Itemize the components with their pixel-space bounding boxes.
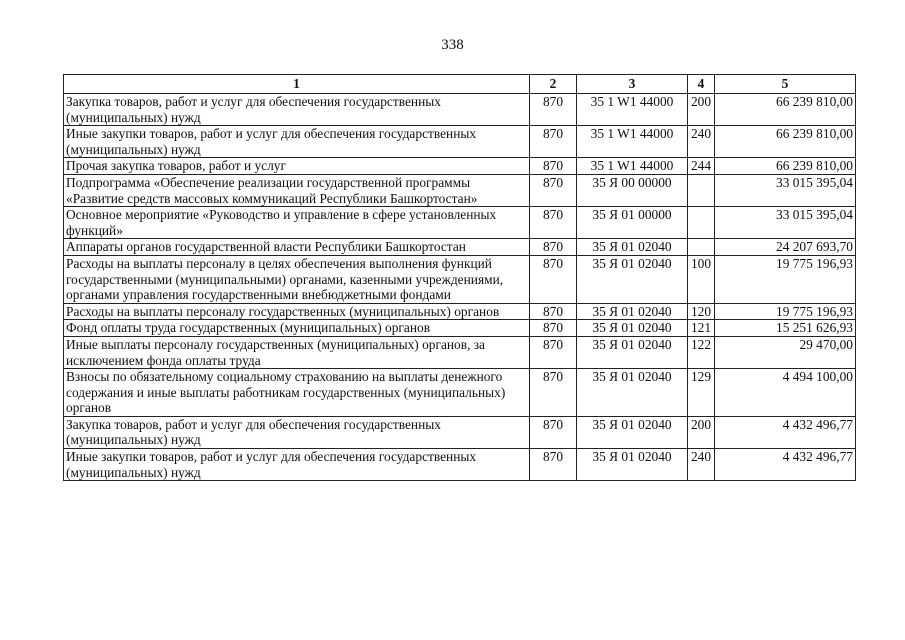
row-vr: 120 [688,303,715,320]
row-name: Основное мероприятие «Руководство и управление в сфере установленных функций» [64,207,530,239]
row-amount: 4 432 496,77 [715,449,856,481]
header-col-5: 5 [715,75,856,94]
row-csr: 35 1 W1 44000 [577,126,688,158]
row-name: Иные закупки товаров, работ и услуг для обеспечения государственных (муниципальных) нужд [64,449,530,481]
row-amount: 19 775 196,93 [715,255,856,303]
row-amount: 4 494 100,00 [715,369,856,417]
row-amount: 33 015 395,04 [715,207,856,239]
row-csr: 35 Я 01 02040 [577,449,688,481]
row-csr: 35 Я 00 00000 [577,174,688,206]
row-code: 870 [530,158,577,175]
row-code: 870 [530,126,577,158]
row-name: Подпрограмма «Обеспечение реализации государственной программы «Развитие средств массовых коммуникаций Республики Башкортостан» [64,174,530,206]
page-number: 338 [441,37,464,53]
table-row [64,369,856,417]
row-code: 870 [530,336,577,368]
row-name: Аппараты органов государственной власти Республики Башкортостан [64,239,530,256]
row-amount: 19 775 196,93 [715,303,856,320]
row-amount: 66 239 810,00 [715,126,856,158]
row-amount: 15 251 626,93 [715,320,856,337]
header-col-4: 4 [688,75,715,94]
row-vr: 122 [688,336,715,368]
row-csr: 35 Я 01 02040 [577,303,688,320]
row-vr: 240 [688,449,715,481]
row-name: Иные выплаты персоналу государственных (муниципальных) органов, за исключением фонда оплаты труда [64,336,530,368]
row-vr: 240 [688,126,715,158]
table-row [64,94,856,126]
row-amount: 66 239 810,00 [715,94,856,126]
row-code: 870 [530,416,577,448]
table-row [64,416,856,448]
table-row [64,336,856,368]
row-vr [688,207,715,239]
row-name: Расходы на выплаты персоналу государственных (муниципальных) органов [64,303,530,320]
row-amount: 24 207 693,70 [715,239,856,256]
row-csr: 35 1 W1 44000 [577,94,688,126]
row-name: Закупка товаров, работ и услуг для обеспечения государственных (муниципальных) нужд [64,94,530,126]
row-name: Расходы на выплаты персоналу в целях обеспечения выполнения функций государственными (муниципальными) органами, казенными учреждениями, органами управления государственными внебюджетными фондами [64,255,530,303]
row-csr: 35 Я 01 02040 [577,369,688,417]
row-amount: 29 470,00 [715,336,856,368]
row-amount: 66 239 810,00 [715,158,856,175]
header-row [64,75,856,94]
table-row [64,126,856,158]
row-csr: 35 Я 01 02040 [577,416,688,448]
row-code: 870 [530,303,577,320]
row-vr: 200 [688,94,715,126]
row-vr: 121 [688,320,715,337]
table-row [64,207,856,239]
row-vr: 100 [688,255,715,303]
row-name: Закупка товаров, работ и услуг для обеспечения государственных (муниципальных) нужд [64,416,530,448]
row-code: 870 [530,449,577,481]
row-csr: 35 Я 01 02040 [577,320,688,337]
row-code: 870 [530,94,577,126]
row-code: 870 [530,174,577,206]
table-row [64,449,856,481]
row-vr: 200 [688,416,715,448]
row-code: 870 [530,255,577,303]
row-vr: 129 [688,369,715,417]
header-col-1: 1 [64,75,530,94]
row-vr [688,174,715,206]
row-code: 870 [530,320,577,337]
row-code: 870 [530,369,577,417]
row-csr: 35 Я 01 02040 [577,255,688,303]
table-row [64,239,856,256]
budget-table [63,74,856,481]
row-csr: 35 Я 01 02040 [577,239,688,256]
header-col-2: 2 [530,75,577,94]
table-row [64,174,856,206]
table-row [64,255,856,303]
row-code: 870 [530,207,577,239]
row-name: Иные закупки товаров, работ и услуг для обеспечения государственных (муниципальных) нужд [64,126,530,158]
row-name: Фонд оплаты труда государственных (муниципальных) органов [64,320,530,337]
row-csr: 35 1 W1 44000 [577,158,688,175]
table-row [64,158,856,175]
row-amount: 33 015 395,04 [715,174,856,206]
header-col-3: 3 [577,75,688,94]
row-vr: 244 [688,158,715,175]
row-vr [688,239,715,256]
row-name: Прочая закупка товаров, работ и услуг [64,158,530,175]
row-code: 870 [530,239,577,256]
row-csr: 35 Я 01 00000 [577,207,688,239]
table-row [64,320,856,337]
table-row [64,303,856,320]
row-name: Взносы по обязательному социальному страхованию на выплаты денежного содержания и иные выплаты работникам государственных (муниципальных) органов [64,369,530,417]
row-csr: 35 Я 01 02040 [577,336,688,368]
row-amount: 4 432 496,77 [715,416,856,448]
